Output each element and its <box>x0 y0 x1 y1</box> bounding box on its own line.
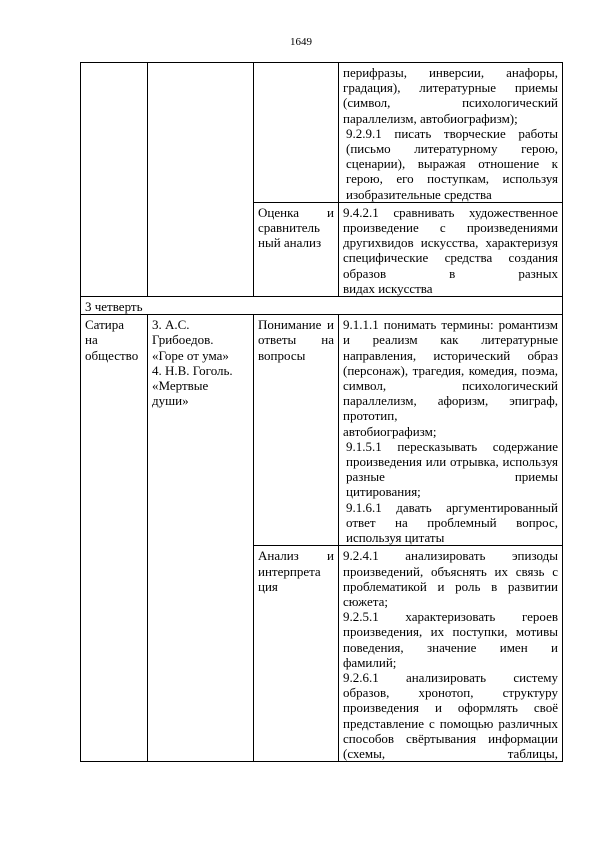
objective-item: 9.1.1.1 понимать термины: романтизм и реализм как литературные направления, исторический образ (персонаж), трагедия, комедия, поэма, символ, психологический параллелизм, афоризм, эпиграф, прототип, автобиографизм; <box>343 317 559 439</box>
objective-item: 9.2.4.1 анализировать эпизоды произведений, объяснять их связь с проблематикой и роль в развитии сюжета; <box>343 548 558 609</box>
work-item: 3. А.С. Грибоедов. «Горе от ума» <box>152 317 229 363</box>
work-item: 4. Н.В. Гоголь. «Мертвые души» <box>152 362 233 409</box>
curriculum-table <box>80 62 563 762</box>
theme-cell: Сатира на общество <box>81 315 148 762</box>
objective-item: перифразы, инверсии, анафоры, градация), литературные приемы (символ, психологический параллелизм, автобиографизм); <box>343 65 558 126</box>
objectives-cell <box>339 315 563 546</box>
works-cell <box>148 315 254 762</box>
objective-item: 9.1.5.1 пересказывать содержание произведения или отрывка, используя разные приемы цитирования; <box>346 438 558 500</box>
table-row <box>81 315 563 546</box>
page-number: 1649 <box>290 36 312 48</box>
skill-cell <box>254 63 339 203</box>
quarter-label: 3 четверть <box>81 297 563 315</box>
table-row <box>81 297 563 315</box>
works-cell <box>148 63 254 297</box>
skill-cell: Понимание и ответы на вопросы <box>254 315 339 546</box>
objectives-cell <box>339 63 563 203</box>
theme-cell <box>81 63 148 297</box>
objectives-cell <box>339 202 563 296</box>
table-row <box>81 63 563 203</box>
objective-item: 9.2.6.1 анализировать систему образов, хронотоп, структуру произведения и оформлять своё представление с помощью различных способов свёртывания информации (схемы, таблицы, <box>343 669 558 761</box>
objective-item: 9.2.5.1 характеризовать героев произведения, их поступки, мотивы поведения, значение имен и фамилий; <box>343 609 558 670</box>
skill-cell: Анализ и интерпрета ция <box>254 546 339 762</box>
skill-cell: Оценка и сравнитель ный анализ <box>254 202 339 296</box>
objective-item: 9.4.2.1 сравнивать художественное произведение с произведениями другихвидов искусства, характеризуя специфические средства создания образов в разных видах искусства <box>343 204 558 296</box>
objective-item: 9.2.9.1 писать творческие работы (письмо литературному герою, сценарии), выражая отношение к герою, его поступкам, используя изобразительные средства <box>346 125 558 202</box>
objective-item: 9.1.6.1 давать аргументированный ответ на проблемный вопрос, используя цитаты <box>346 499 558 546</box>
objectives-cell <box>339 546 563 762</box>
